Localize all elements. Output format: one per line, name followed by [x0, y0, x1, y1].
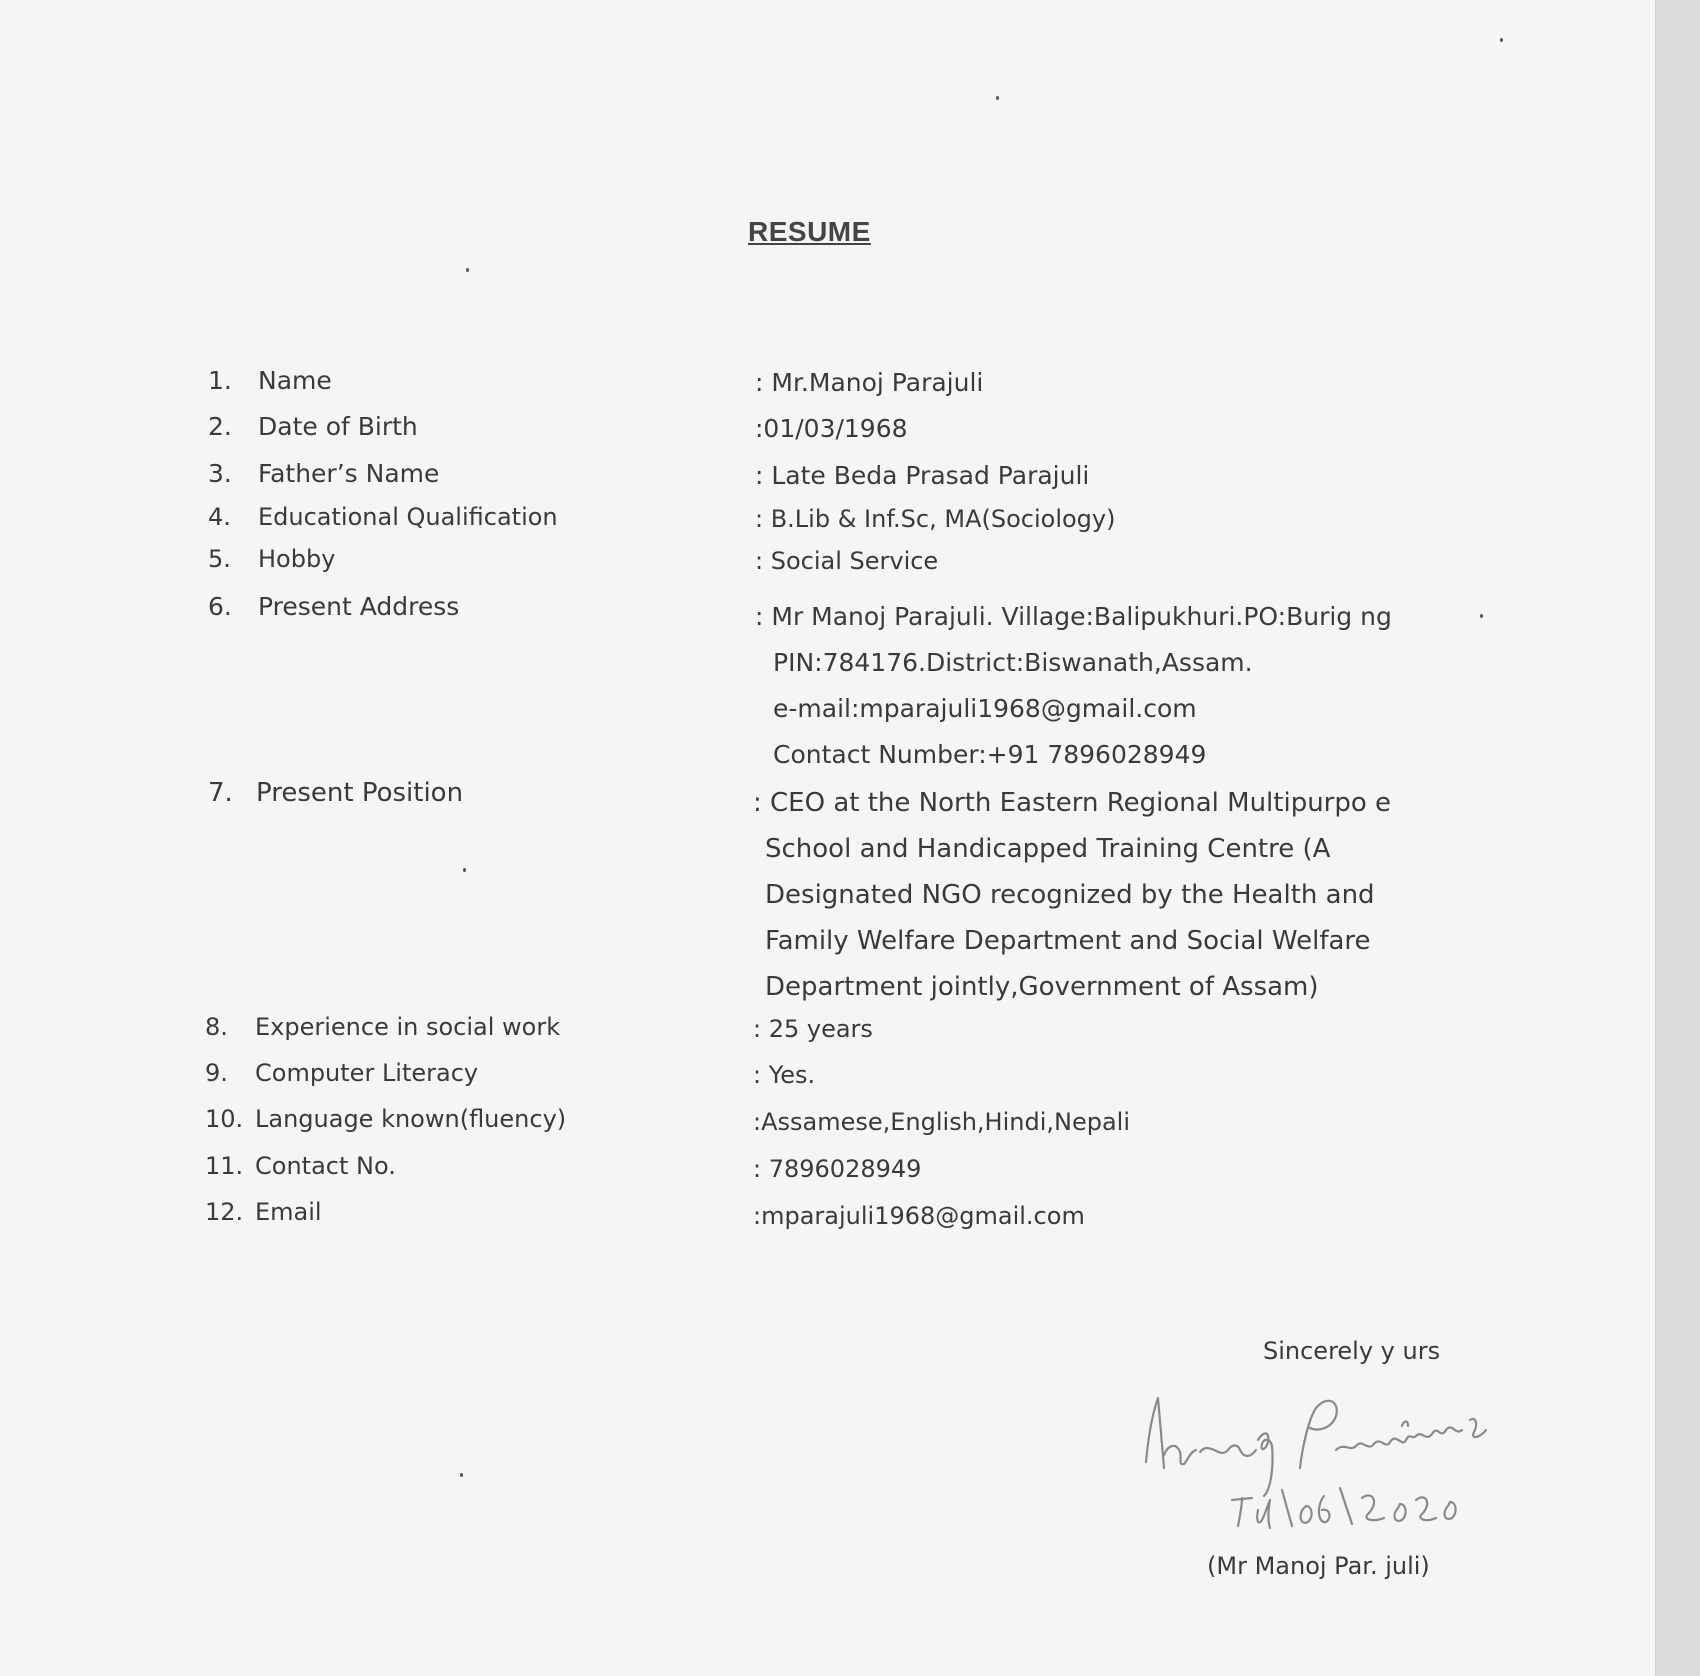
item-value	[755, 594, 1392, 778]
item-value	[753, 1202, 1085, 1230]
item-value-line: : 25 years	[753, 1015, 873, 1043]
item-value-line: : 7896028949	[753, 1155, 922, 1183]
document-title: RESUME	[748, 216, 871, 247]
item-value	[755, 461, 1089, 490]
item-value-line: School and Handicapped Training Centre (A	[765, 834, 1331, 864]
item-label: Experience in social work	[255, 1013, 561, 1041]
item-label: Present Address	[258, 592, 460, 621]
item-label: Hobby	[258, 545, 336, 573]
item-value-line: : Late Beda Prasad Parajuli	[755, 461, 1090, 490]
scan-speck	[463, 868, 466, 872]
item-value	[755, 414, 908, 443]
item-value-line: : Social Service	[755, 547, 939, 575]
item-label: Present Position	[256, 778, 464, 808]
item-number: 6.	[208, 592, 232, 621]
item-number: 12.	[205, 1198, 244, 1226]
item-number: 10.	[205, 1105, 244, 1133]
item-value-line: Designated NGO recognized by the Health and	[765, 880, 1375, 910]
item-label: Educational Qualification	[258, 503, 558, 531]
item-number: 7.	[208, 778, 233, 808]
item-label: Date of Birth	[258, 412, 418, 441]
item-value	[753, 1155, 921, 1183]
item-number: 11.	[205, 1152, 244, 1180]
page-edge	[1655, 0, 1700, 1676]
item-number: 9.	[205, 1059, 228, 1087]
scan-speck	[466, 268, 469, 272]
item-value	[755, 547, 938, 575]
item-value-line: Family Welfare Department and Social Welfare	[765, 926, 1371, 956]
item-label: Email	[255, 1198, 322, 1226]
item-label: Computer Literacy	[255, 1059, 479, 1087]
item-value-line: PIN:784176.District:Biswanath,Assam.	[773, 648, 1253, 677]
item-label: Name	[258, 366, 332, 395]
item-number: 4.	[208, 503, 231, 531]
scan-speck	[996, 96, 999, 100]
scan-speck	[460, 1473, 463, 1477]
item-value-line: Contact Number:+91 7896028949	[773, 740, 1207, 769]
item-value-line: :mparajuli1968@gmail.com	[753, 1202, 1085, 1230]
item-label: Language known(fluency)	[255, 1105, 567, 1133]
handwritten-signature	[1140, 1380, 1560, 1530]
item-value-line: : CEO at the North Eastern Regional Multipurpo e	[753, 788, 1392, 818]
item-value-line: : B.Lib & Inf.Sc, MA(Sociology)	[755, 505, 1116, 533]
item-label: Contact No.	[255, 1152, 396, 1180]
item-value-line: : Mr Manoj Parajuli. Village:Balipukhuri.PO:Burig ng	[755, 602, 1392, 631]
closing-text: Sincerely y urs	[1263, 1337, 1441, 1365]
scan-speck	[1480, 614, 1483, 618]
item-number: 3.	[208, 459, 232, 488]
item-value	[753, 1108, 1130, 1136]
scan-speck	[1500, 38, 1503, 42]
item-value	[753, 1061, 815, 1089]
item-value	[755, 505, 1115, 533]
item-number: 5.	[208, 545, 231, 573]
item-value-line: :Assamese,English,Hindi,Nepali	[753, 1108, 1131, 1136]
item-number: 1.	[208, 366, 232, 395]
item-value	[753, 1015, 873, 1043]
item-value-line: :01/03/1968	[755, 414, 908, 443]
item-value-line: e-mail:mparajuli1968@gmail.com	[773, 694, 1197, 723]
signatory-name: (Mr Manoj Par. juli)	[1207, 1552, 1430, 1580]
item-value	[755, 368, 983, 397]
item-value-line: : Yes.	[753, 1061, 816, 1089]
item-number: 2.	[208, 412, 232, 441]
item-value-line: Department jointly,Government of Assam)	[765, 972, 1319, 1002]
item-label: Father’s Name	[258, 459, 440, 488]
item-value	[753, 780, 1391, 1010]
item-number: 8.	[205, 1013, 228, 1041]
item-value-line: : Mr.Manoj Parajuli	[755, 368, 984, 397]
